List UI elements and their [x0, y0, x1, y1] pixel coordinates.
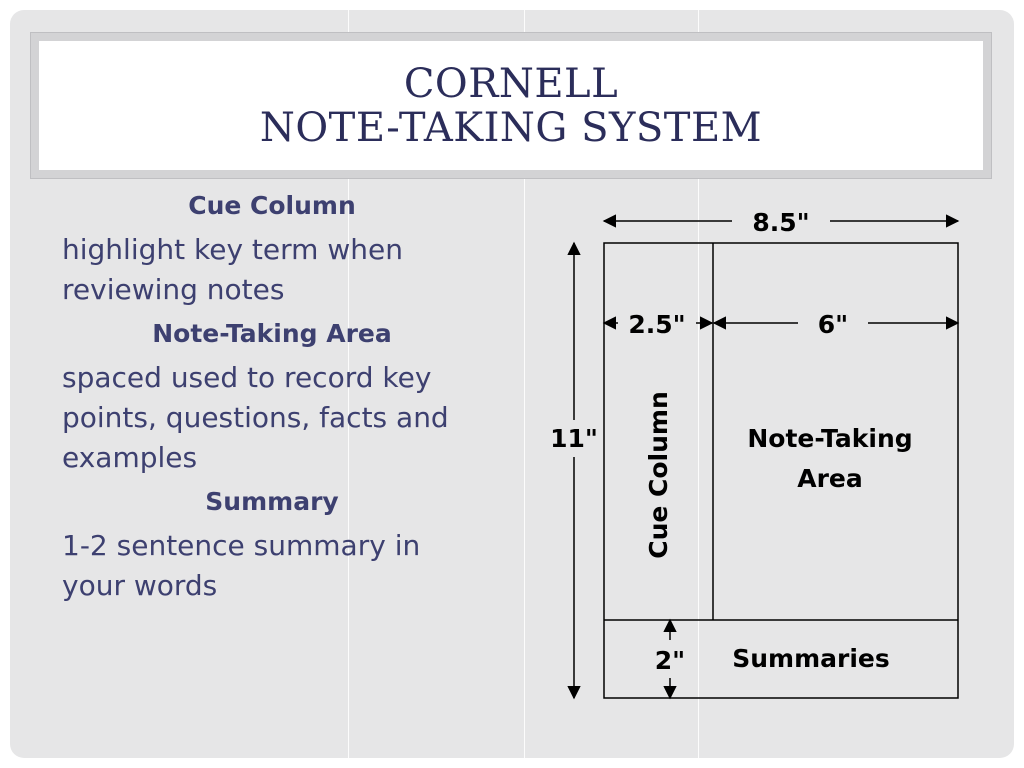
note-taking-area-description: spaced used to record key points, questions, facts and examples	[62, 361, 449, 474]
cue-column-region-label: Cue Column	[644, 391, 673, 559]
title-frame	[30, 32, 992, 179]
summary-height-label: 2"	[654, 646, 686, 675]
cue-column-heading: Cue Column	[188, 191, 356, 220]
summaries-region-label: Summaries	[732, 644, 890, 673]
width-label: 8.5"	[752, 208, 810, 237]
note-area-label-line-2: Area	[797, 464, 863, 493]
title-box	[39, 41, 983, 170]
cue-width-label: 2.5"	[628, 310, 686, 339]
height-label: 11"	[550, 424, 598, 453]
summary-description: 1-2 sentence summary in your words	[62, 529, 421, 602]
slide-title-line-2: NOTE-TAKING SYSTEM	[259, 104, 763, 151]
note-width-label: 6"	[817, 310, 849, 339]
note-area-label-line-1: Note-Taking	[747, 424, 913, 453]
cue-column-description: highlight key term when reviewing notes	[62, 233, 403, 306]
cornell-layout-diagram	[540, 195, 970, 705]
slide-title-line-1: CORNELL	[403, 60, 619, 107]
note-taking-area-heading: Note-Taking Area	[152, 319, 392, 348]
content-column	[62, 190, 482, 614]
summary-heading: Summary	[205, 487, 339, 516]
